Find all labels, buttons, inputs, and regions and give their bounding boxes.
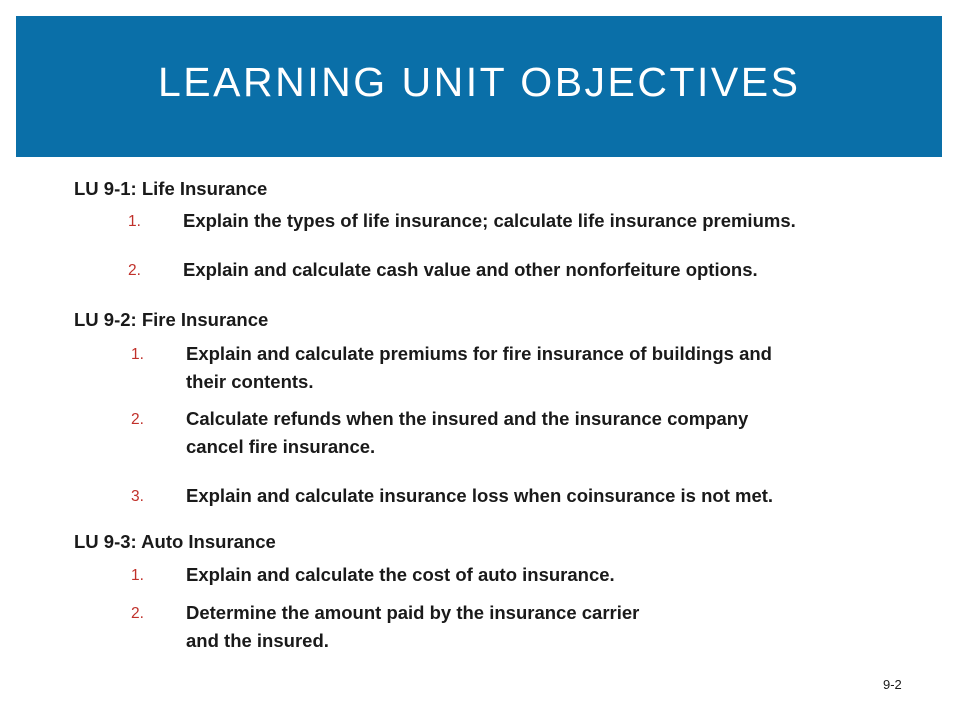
item-text-continued: their contents. (186, 371, 314, 392)
item-text: Explain and calculate insurance loss when coinsurance is not met. (186, 485, 774, 506)
item-text-continued: and the insured. (186, 630, 329, 651)
item-number: 2. (131, 411, 144, 428)
item-text: Explain and calculate premiums for fire insurance of buildings and (186, 343, 772, 364)
item-text: Explain the types of life insurance; calculate life insurance premiums. (183, 210, 796, 231)
item-number: 1. (131, 346, 144, 363)
page-number: 9-2 (883, 677, 902, 692)
item-number: 1. (131, 567, 144, 584)
item-number: 2. (131, 605, 144, 622)
item-text: Determine the amount paid by the insurance carrier (186, 602, 640, 623)
item-text: Explain and calculate cash value and other nonforfeiture options. (183, 259, 758, 280)
item-text-continued: cancel fire insurance. (186, 436, 376, 457)
slide-title: LEARNING UNIT OBJECTIVES (158, 59, 801, 105)
item-text: Calculate refunds when the insured and the insurance company (186, 408, 749, 429)
item-text: Explain and calculate the cost of auto insurance. (186, 564, 615, 585)
section-heading-lu-9-1: LU 9-1: Life Insurance (74, 178, 268, 199)
item-number: 1. (128, 213, 141, 230)
item-number: 3. (131, 488, 144, 505)
item-number: 2. (128, 262, 141, 279)
section-heading-lu-9-2: LU 9-2: Fire Insurance (74, 309, 269, 330)
section-heading-lu-9-3: LU 9-3: Auto Insurance (74, 531, 276, 552)
